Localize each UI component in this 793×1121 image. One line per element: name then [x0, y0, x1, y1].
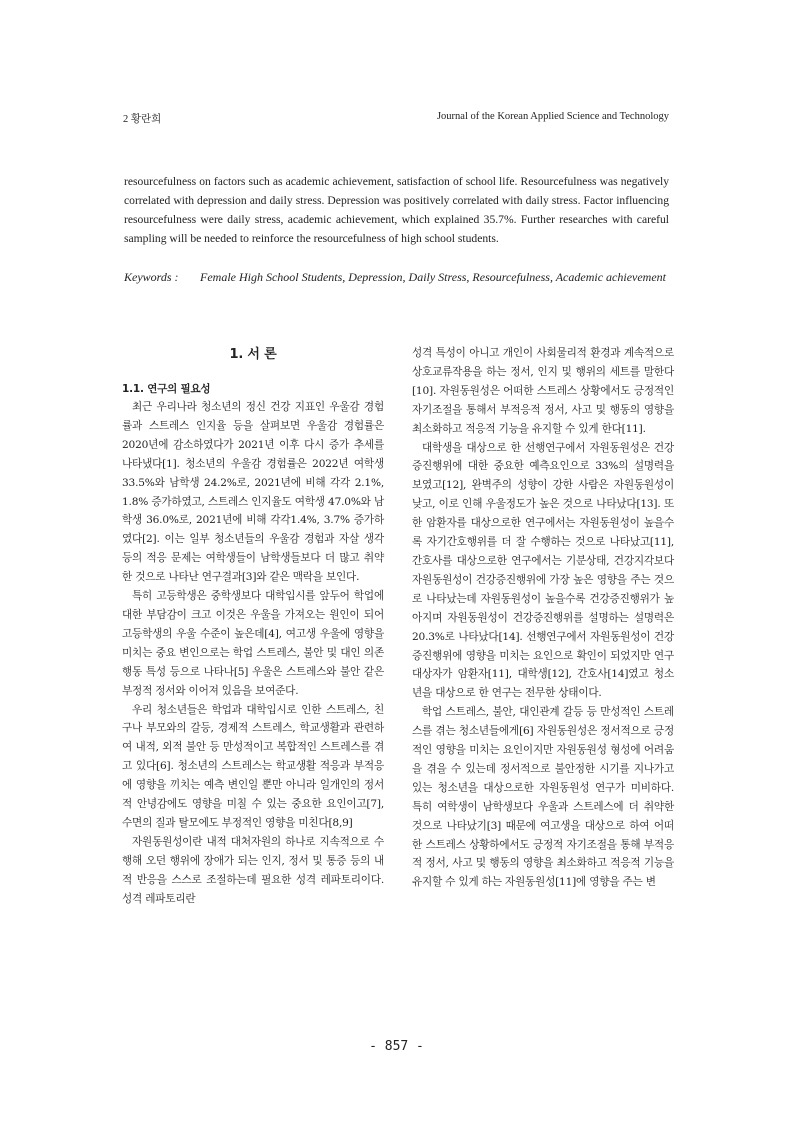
keywords — [124, 268, 669, 286]
subsection-title: 1.1. 연구의 필요성 — [122, 383, 211, 395]
left-column — [122, 344, 384, 908]
abstract-text: resourcefulness on factors such as academic achievement, satisfaction of school life. Resourcefulness was negatively correlated with depression and daily stress. Depression was positively correlated with daily stress. Factor influencing resourcefulness were daily stress, academic achievement, which explained 35.7%. Further researches with careful sampling will be needed to reinforce the resourcefulness of high school students. — [124, 175, 669, 245]
keywords-label: Keywords : — [124, 270, 179, 284]
header-journal-title: Journal of the Korean Applied Science and Technology — [436, 111, 669, 122]
paragraph: 성격 특성이 아니고 개인이 사회물리적 환경과 계속적으로 상호교류작용을 하는 정서, 인지 및 행위의 세트를 말한다[10]. 자원동원성은 어떠한 스트레스 상황에서도 긍정적인 자기조절을 통해서 부적응적 정서, 사고 및 행동의 영향을 최소화하고 적응적 기능을 유지할 수 있게 한다[11]. — [412, 347, 674, 435]
running-header — [123, 111, 669, 127]
paragraph: 자원동원성이란 내적 대처자원의 하나로 지속적으로 수행해 오던 행위에 장애가 되는 인지, 정서 및 통증 등의 내적 반응을 스스로 조절하는데 필요한 성격 레파토리이다. 성격 레파토리란 — [122, 835, 384, 905]
paragraph: 대학생을 대상으로 한 선행연구에서 자원동원성은 건강증진행위에 대한 중요한 예측요인으로 33%의 설명력을 보였고[12], 완벽주의 성향이 강한 사람은 자원동원성이 낮고, 이로 인해 우울정도가 높은 것으로 나타났다[13]. 또한 암환자를 대상으로한 연구에서는 자원동원성이 높을수록 자기간호행위를 더 잘 수행하는 것으로 나타났고[11], 간호사를 대상으로한 연구에서는 기분상태, 건강지각보다 자원동원성이 건강증진행위에 가장 높은 영향을 주는 것으로 나타났는데 자원동원성이 높을수록 건강증진행위가 높아지며 자원동원성이 건강증진행위를 설명하는 설명력은 20.3%로 나타났다[14]. 선행연구에서 자원동원성이 건강증진행위에 영향을 미치는 요인으로 확인이 되었지만 연구대상자가 암환자[11], 대학생[12], 간호사[14]였고 청소년을 대상으로 한 연구는 전무한 상태이다. — [412, 441, 674, 700]
paragraph: 우리 청소년들은 학업과 대학입시로 인한 스트레스, 친구나 부모와의 갈등, 경제적 스트레스, 학교생활과 관련하여 내적, 외적 불안 등 만성적이고 복합적인 스트레스를 겪고 있다[6]. 청소년의 스트레스는 학교생활 적응과 부적응에 영향을 끼치는 예측 변인일 뿐만 아니라 일개인의 정서적 안녕감에도 영향을 미칠 수 있는 중요한 요인이고[7], 수면의 질과 탈모에도 부정적인 영향을 미친다[8,9] — [122, 703, 384, 829]
paragraph: 학업 스트레스, 불안, 대인관계 갈등 등 만성적인 스트레스를 겪는 청소년들에게[6] 자원동원성은 정서적으로 긍정적인 영향을 미치는 요인이지만 자원동원성 형성에 어려움을 겪을 수 있는데 정서적으로 불안정한 시기를 지나가고 있는 청소년을 대상으로한 자원동원성 연구가 미비하다. 특히 여학생이 남학생보다 우울과 스트레스에 더 취약한 것으로 나타났기[3] 때문에 여고생을 대상으로 하여 어떠한 스트레스 상황하에서도 긍정적 자기조절을 통해 부적응적 정서, 사고 및 행동의 영향을 최소화하고 적응적 기능을 유지할 수 있게 하는 자원동원성[11]에 영향을 주는 변 — [412, 706, 674, 889]
paragraph: 특히 고등학생은 중학생보다 대학입시를 앞두어 학업에 대한 부담감이 크고 이것은 우울을 가져오는 원인이 되어 고등학생의 우울 수준이 높은데[4], 여고생 우울에 영향을 미치는 중요 변인으로는 학업 스트레스, 불안 및 대인 의존 행동 특성 등으로 나타나[5] 우울은 스트레스와 불안 같은 부정적 정서와 이어져 있음을 보여준다. — [122, 590, 384, 697]
keywords-list: Female High School Students, Depression, Daily Stress, Resourcefulness, Academic achievement — [200, 270, 667, 284]
page-number: - 857 - — [369, 1039, 424, 1054]
right-column — [412, 344, 674, 892]
header-page-author: 2 황란희 — [123, 114, 162, 125]
paragraph: 최근 우리나라 청소년의 정신 건강 지표인 우울감 경험률과 스트레스 인지율 등을 살펴보면 우울감 경험률은 2020년에 감소하였다가 2021년 이후 다시 증가 추세를 나타냈다[1]. 청소년의 우울감 경험률은 2022년 여학생 33.5%와 남학생 24.2%로, 2021년에 비해 각각 2.1%, 1.8% 증가하였고, 스트레스 인지율도 여학생 47.0%와 남학생 36.0%로, 2021년에 비해 각각1.4%, 3.7% 증가하였다[2]. 이는 일부 청소년들의 우울감 경험과 자살 생각 등의 적응 문제는 여학생들이 남학생들보다 더 많고 취약한 것으로 나타난 연구결과[3]와 같은 맥락을 보인다. — [122, 401, 384, 584]
section-title: 1. 서 론 — [229, 347, 277, 362]
